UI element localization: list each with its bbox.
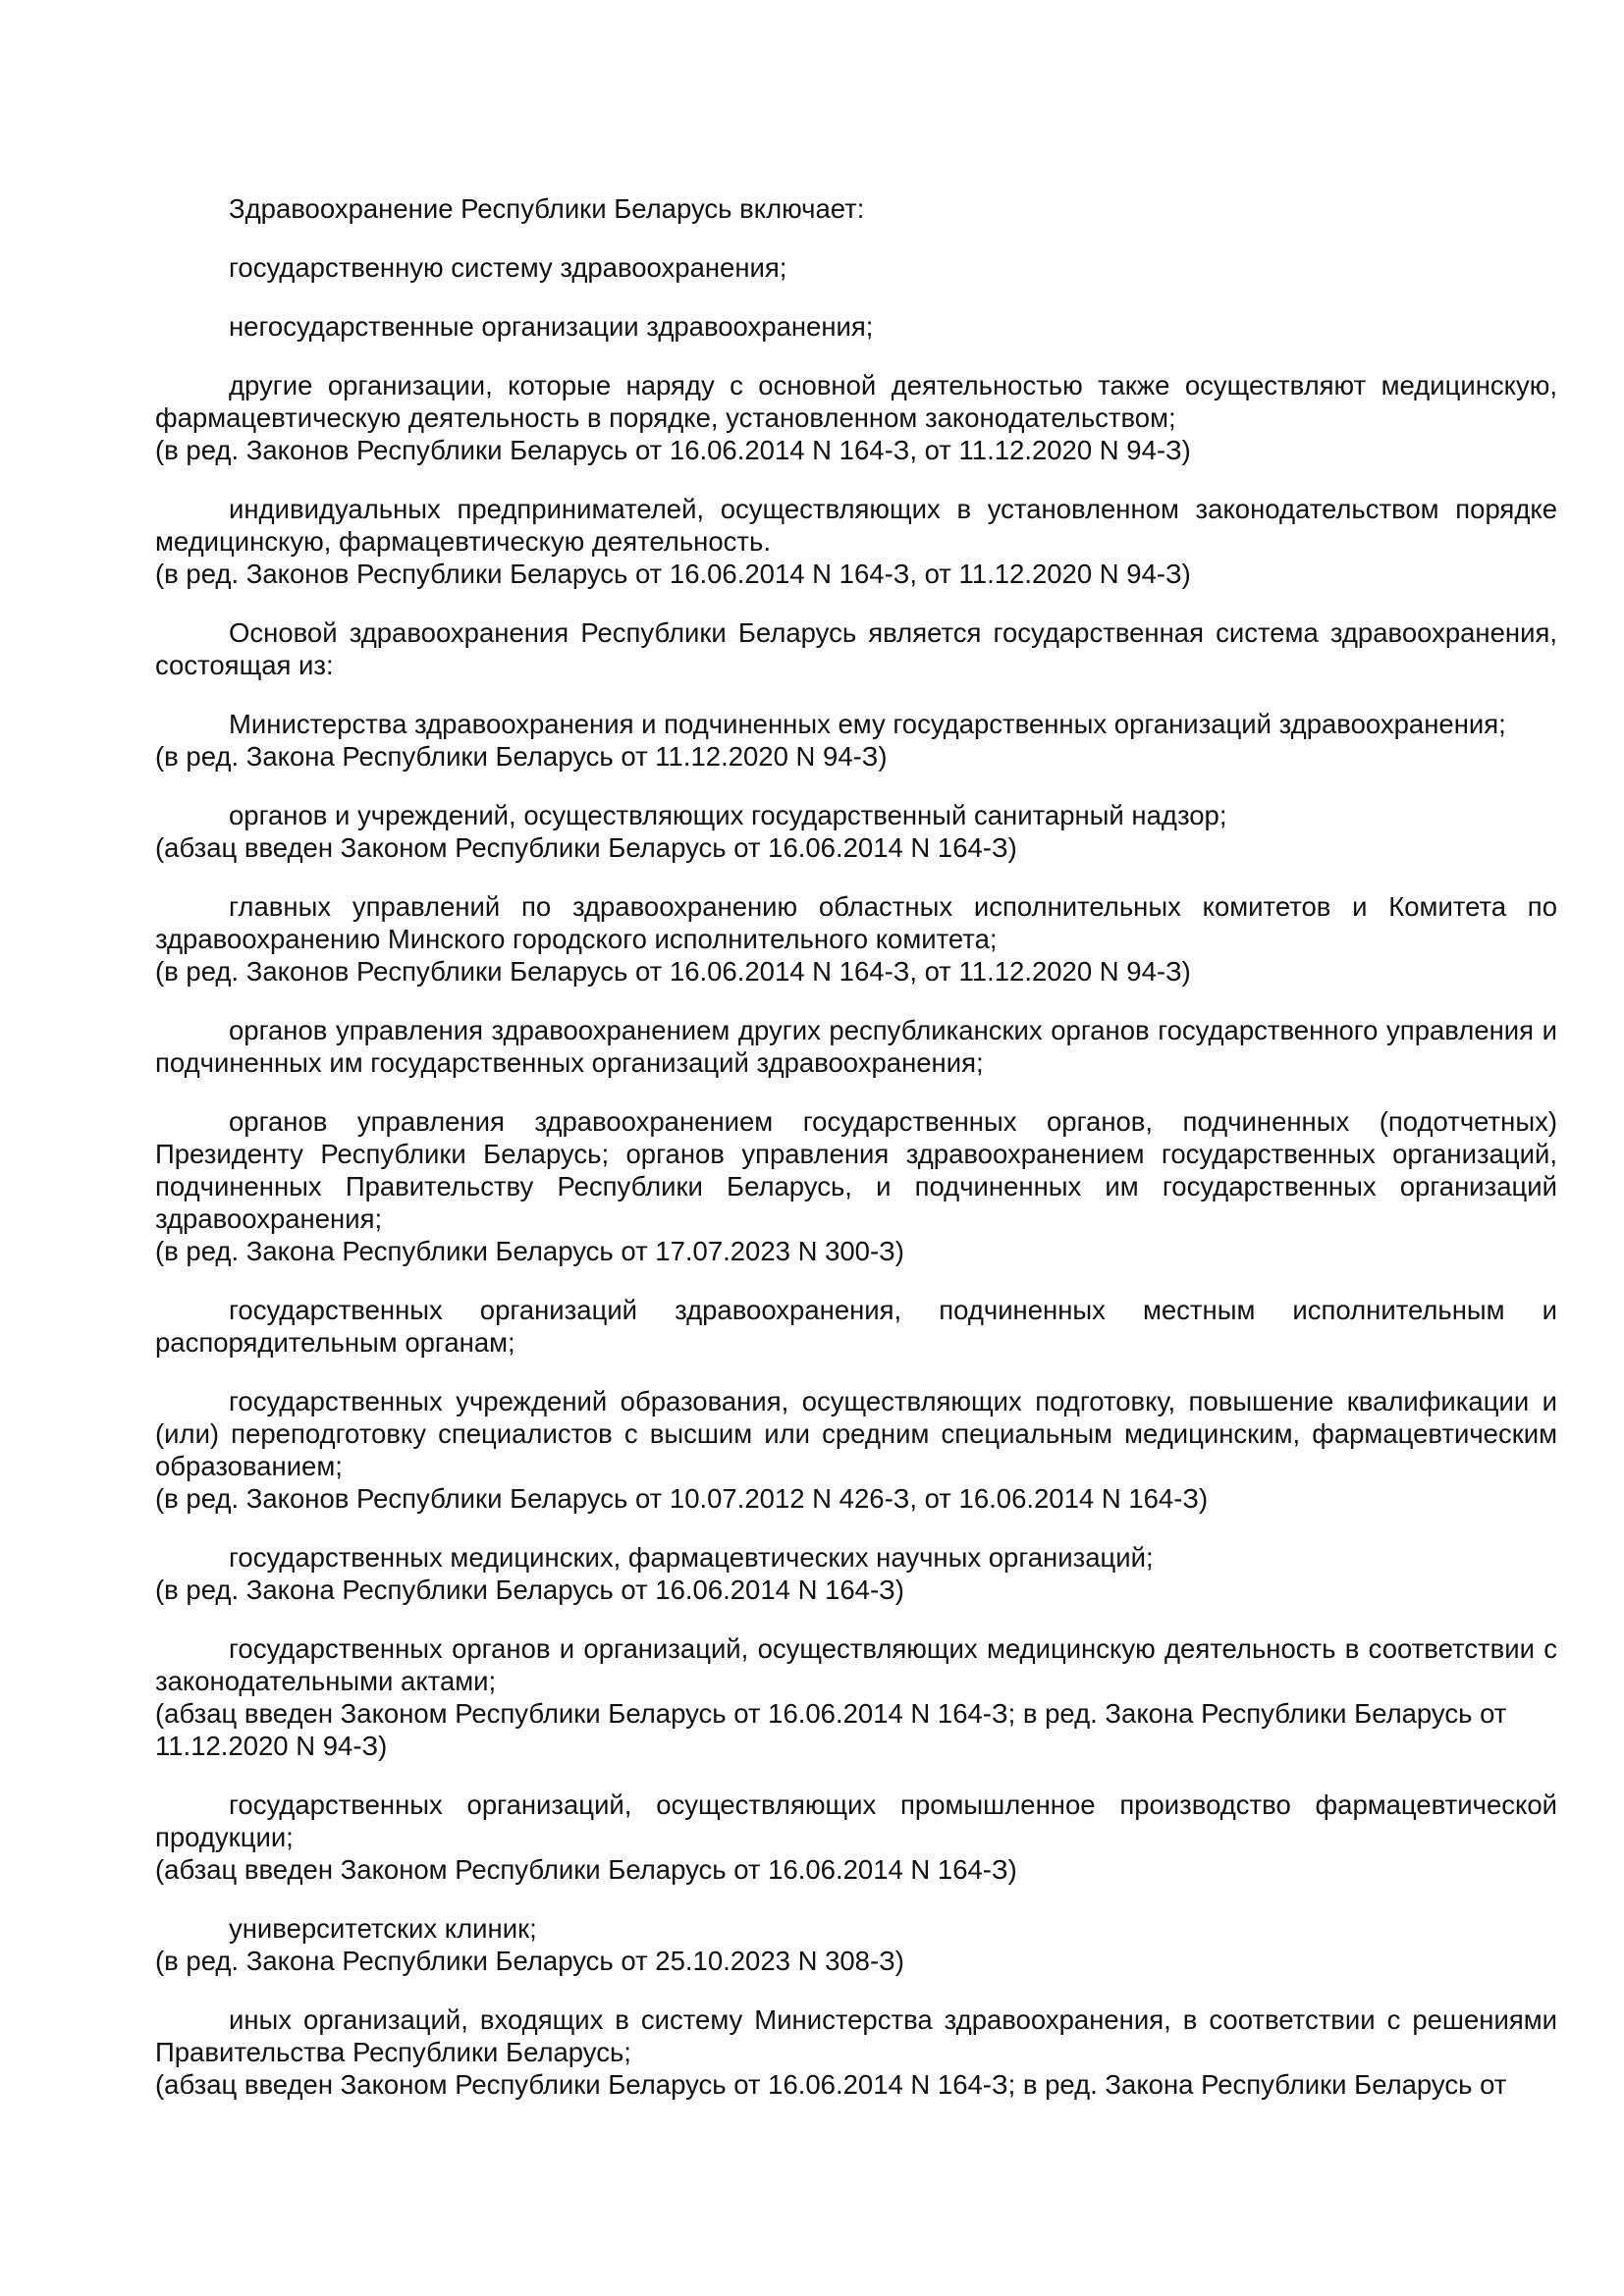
amendment-note: (в ред. Закона Республики Беларусь от 11.12.2020 N 94-З) (155, 741, 888, 772)
document-page (155, 192, 1557, 2127)
block-other-system (155, 2003, 1557, 2101)
paragraph: иных организаций, входящих в систему Министерства здравоохранения, в соответствии с решениями Правительства Республики Беларусь; (155, 2004, 1557, 2067)
paragraph: индивидуальных предпринимателей, осуществляющих в установленном законодательством порядке медицинскую, фармацевтическую деятельность. (155, 494, 1557, 557)
block-intro (155, 192, 1557, 225)
paragraph: органов и учреждений, осуществляющих государственный санитарный надзор; (229, 800, 1227, 830)
amendment-note: (абзац введен Законом Республики Беларусь от 16.06.2014 N 164-З) (155, 832, 1017, 863)
amendment-note: (в ред. Законов Республики Беларусь от 10.07.2012 N 426-З, от 16.06.2014 N 164-З) (155, 1483, 1209, 1514)
block-pharma (155, 1789, 1557, 1886)
paragraph: Основой здравоохранения Республики Беларусь является государственная система здравоохранения, состоящая из: (155, 617, 1557, 680)
paragraph: негосударственные организации здравоохранения; (229, 311, 874, 342)
amendment-note: (в ред. Законов Республики Беларусь от 16.06.2014 N 164-З, от 11.12.2020 N 94-З) (155, 559, 1191, 589)
amendment-note: (в ред. Закона Республики Беларусь от 25.10.2023 N 308-З) (155, 1946, 904, 1976)
amendment-note: (в ред. Законов Республики Беларусь от 16.06.2014 N 164-З, от 11.12.2020 N 94-З) (155, 435, 1191, 465)
amendment-note: (в ред. Закона Республики Беларусь от 17.07.2023 N 300-З) (155, 1236, 904, 1266)
block-science (155, 1541, 1557, 1606)
amendment-note: (в ред. Законов Республики Беларусь от 16.06.2014 N 164-З, от 11.12.2020 N 94-З) (155, 956, 1191, 987)
amendment-note: (в ред. Закона Республики Беларусь от 16.06.2014 N 164-З) (155, 1575, 904, 1605)
amendment-note: (абзац введен Законом Республики Беларусь от 16.06.2014 N 164-З; в ред. Закона Республики Беларусь от (155, 2069, 1507, 2100)
block-state-bodies (155, 1632, 1557, 1762)
block-entrepreneurs (155, 493, 1557, 590)
paragraph: государственных органов и организаций, осуществляющих медицинскую деятельность в соответствии с законодательными актами; (155, 1633, 1557, 1696)
block-basis (155, 616, 1557, 681)
block-republican (155, 1014, 1557, 1079)
block-non-state (155, 310, 1557, 343)
block-other-orgs (155, 369, 1557, 466)
block-state-system (155, 251, 1557, 284)
paragraph: университетских клиник; (229, 1913, 537, 1944)
block-education (155, 1385, 1557, 1515)
paragraph: государственных организаций, осуществляющих промышленное производство фармацевтической продукции; (155, 1789, 1557, 1852)
amendment-note: (абзац введен Законом Республики Беларусь от 16.06.2014 N 164-З; в ред. Закона Республики Беларусь от 11.12.2020 N 94-З) (155, 1698, 1507, 1761)
paragraph: другие организации, которые наряду с основной деятельностью также осуществляют медицинскую, фармацевтическую деятельность в порядке, установленном законодательством; (155, 370, 1557, 433)
paragraph: Министерства здравоохранения и подчиненных ему государственных организаций здравоохранения; (229, 709, 1506, 739)
amendment-note: (абзац введен Законом Республики Беларусь от 16.06.2014 N 164-З) (155, 1854, 1017, 1885)
block-local (155, 1294, 1557, 1359)
block-regional (155, 890, 1557, 988)
block-sanitary (155, 799, 1557, 864)
paragraph: Здравоохранение Республики Беларусь включает: (229, 193, 865, 224)
block-president (155, 1105, 1557, 1267)
paragraph: органов управления здравоохранением других республиканских органов государственного управления и подчиненных им государственных организаций здравоохранения; (155, 1015, 1557, 1078)
paragraph: государственных учреждений образования, осуществляющих подготовку, повышение квалификации и (или) переподготовку специалистов с высшим или средним специальным медицинским, фармацевтическим образованием; (155, 1386, 1557, 1481)
block-ministry (155, 708, 1557, 773)
block-clinics (155, 1912, 1557, 1977)
paragraph: органов управления здравоохранением государственных органов, подчиненных (подотчетных) Президенту Республики Беларусь; органов управления здравоохранением государственных организаций, подчиненных Правительству Республики Беларусь, и подчиненных им государственных организаций здравоохранения; (155, 1106, 1557, 1234)
paragraph: государственных организаций здравоохранения, подчиненных местным исполнительным и распорядительным органам; (155, 1295, 1557, 1358)
paragraph: государственных медицинских, фармацевтических научных организаций; (229, 1542, 1154, 1573)
paragraph: государственную систему здравоохранения; (229, 252, 787, 283)
paragraph: главных управлений по здравоохранению областных исполнительных комитетов и Комитета по здравоохранению Минского городского исполнительного комитета; (155, 891, 1557, 954)
